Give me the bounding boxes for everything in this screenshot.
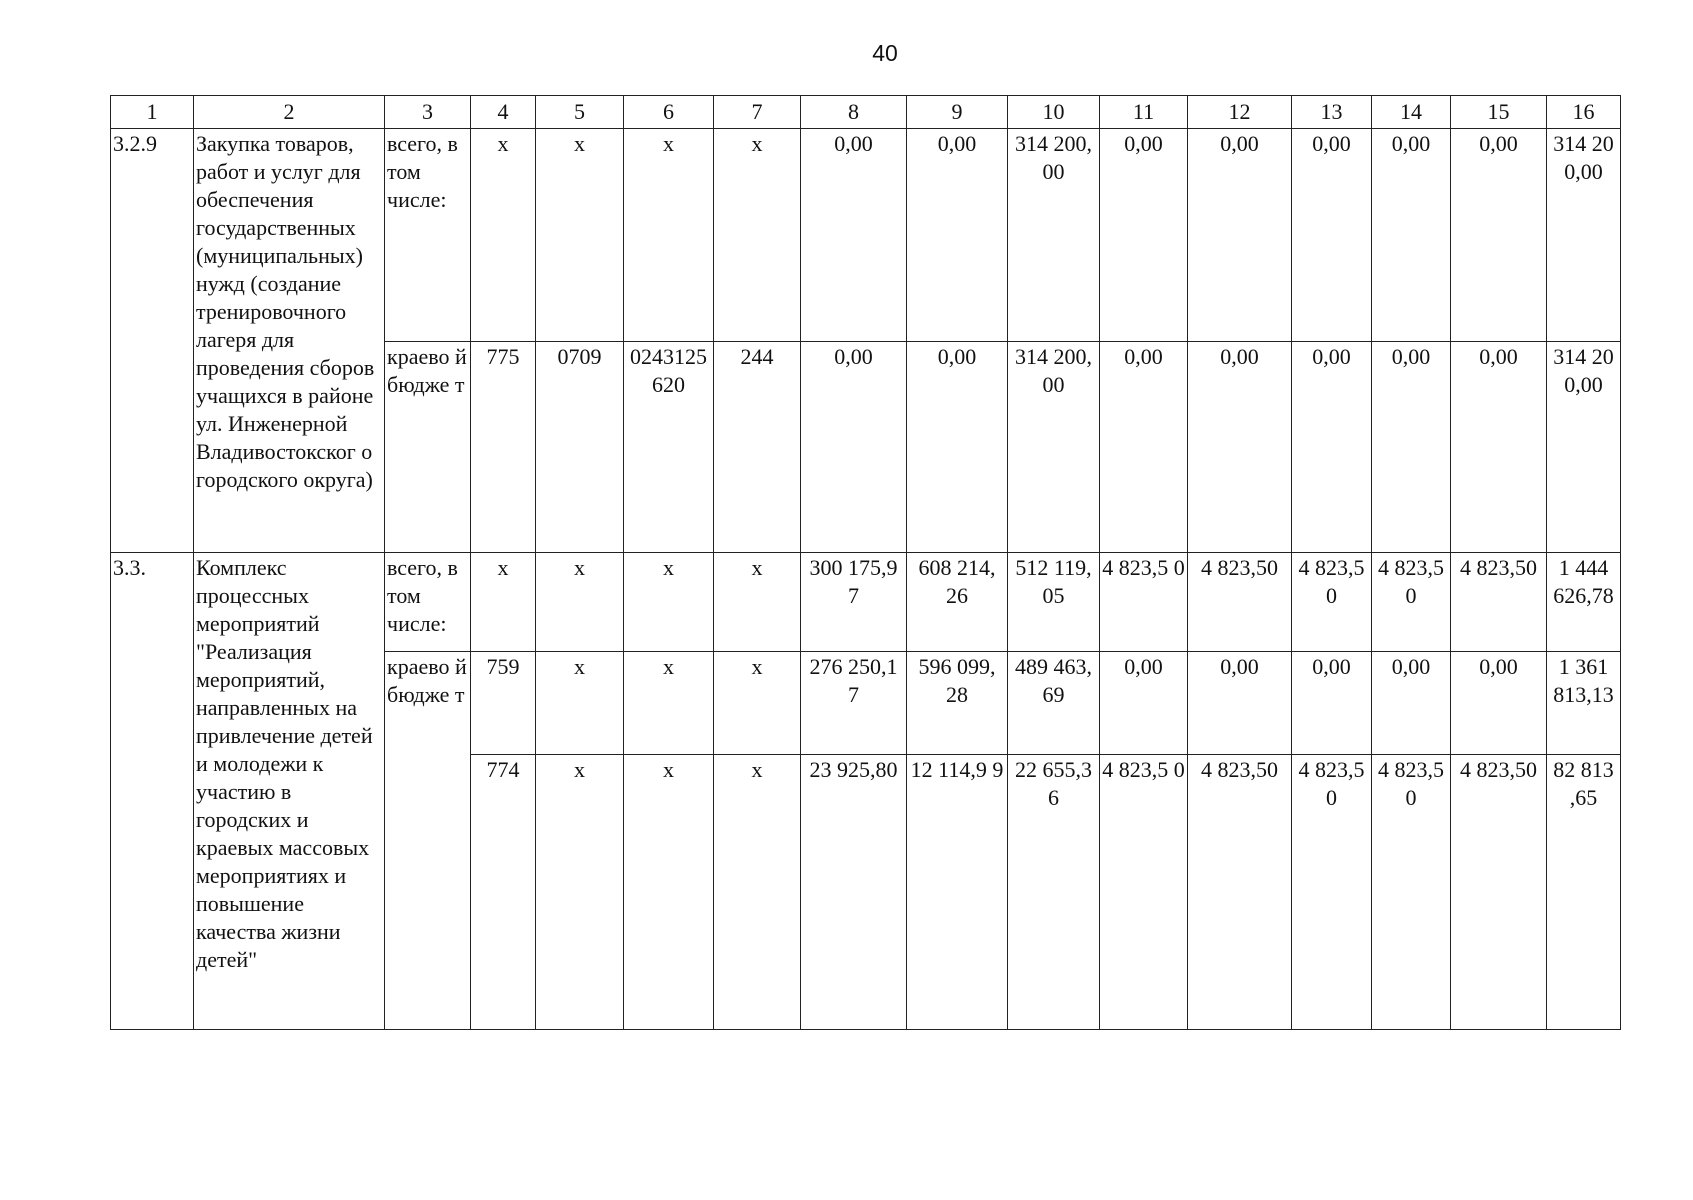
header-cell: 15 — [1451, 96, 1547, 129]
value-cell: 4 823,50 — [1188, 755, 1292, 1030]
code-cell: 759 — [471, 652, 536, 755]
value-cell: 0,00 — [907, 129, 1008, 342]
code-cell: x — [714, 755, 801, 1030]
value-cell: 0,00 — [1100, 342, 1188, 553]
value-cell: 0,00 — [1372, 342, 1451, 553]
header-cell: 6 — [624, 96, 714, 129]
code-cell: x — [471, 129, 536, 342]
row-number: 3.3. — [111, 553, 194, 1030]
code-cell: x — [624, 652, 714, 755]
value-cell: 0,00 — [1188, 342, 1292, 553]
header-cell: 2 — [194, 96, 385, 129]
value-cell: 608 214, 26 — [907, 553, 1008, 652]
value-cell: 12 114,9 9 — [907, 755, 1008, 1030]
page-number: 40 — [872, 40, 898, 66]
funding-source: краево й бюдже т — [385, 342, 471, 553]
row-number: 3.2.9 — [111, 129, 194, 553]
total-cell: 314 20 0,00 — [1547, 342, 1621, 553]
header-row — [111, 96, 1621, 129]
value-cell: 23 925,80 — [801, 755, 907, 1030]
table-row — [111, 129, 1621, 342]
value-cell: 0,00 — [1372, 129, 1451, 342]
code-cell: 0709 — [536, 342, 624, 553]
code-cell: 0243125 620 — [624, 342, 714, 553]
header-cell: 16 — [1547, 96, 1621, 129]
value-cell: 0,00 — [907, 342, 1008, 553]
value-cell: 276 250,1 7 — [801, 652, 907, 755]
funding-source: всего, в том числе: — [385, 129, 471, 342]
table-row — [111, 553, 1621, 652]
code-cell: 244 — [714, 342, 801, 553]
value-cell: 0,00 — [1292, 342, 1372, 553]
value-cell: 0,00 — [1188, 129, 1292, 342]
code-cell: x — [624, 755, 714, 1030]
value-cell: 0,00 — [1100, 129, 1188, 342]
code-cell: x — [714, 553, 801, 652]
value-cell: 0,00 — [1372, 652, 1451, 755]
header-cell: 8 — [801, 96, 907, 129]
value-cell: 0,00 — [801, 129, 907, 342]
header-cell: 14 — [1372, 96, 1451, 129]
total-cell: 314 20 0,00 — [1547, 129, 1621, 342]
value-cell: 300 175,9 7 — [801, 553, 907, 652]
value-cell: 4 823,5 0 — [1292, 755, 1372, 1030]
value-cell: 4 823,5 0 — [1292, 553, 1372, 652]
funding-source: всего, в том числе: — [385, 553, 471, 652]
header-cell: 13 — [1292, 96, 1372, 129]
code-cell: 774 — [471, 755, 536, 1030]
value-cell: 0,00 — [1451, 652, 1547, 755]
value-cell: 4 823,50 — [1451, 553, 1547, 652]
value-cell: 0,00 — [1451, 129, 1547, 342]
value-cell: 4 823,5 0 — [1100, 553, 1188, 652]
value-cell: 4 823,5 0 — [1372, 553, 1451, 652]
code-cell: x — [536, 129, 624, 342]
header-cell: 11 — [1100, 96, 1188, 129]
value-cell: 0,00 — [1188, 652, 1292, 755]
value-cell: 0,00 — [1292, 129, 1372, 342]
value-cell: 0,00 — [1292, 652, 1372, 755]
row-name: Закупка товаров, работ и услуг для обеспечения государственных (муниципальных) нужд (создание тренировочного лагеря для проведения сборов учащихся в районе ул. Инженерной Владивостокског о городского округа) — [194, 129, 385, 553]
value-cell: 489 463, 69 — [1008, 652, 1100, 755]
total-cell: 1 444 626,78 — [1547, 553, 1621, 652]
value-cell: 596 099, 28 — [907, 652, 1008, 755]
code-cell: x — [536, 755, 624, 1030]
header-cell: 10 — [1008, 96, 1100, 129]
value-cell: 0,00 — [1451, 342, 1547, 553]
budget-table — [110, 95, 1621, 1030]
code-cell: 775 — [471, 342, 536, 553]
value-cell: 512 119, 05 — [1008, 553, 1100, 652]
value-cell: 0,00 — [1100, 652, 1188, 755]
funding-source: краево й бюдже т — [385, 652, 471, 1030]
total-cell: 82 813 ,65 — [1547, 755, 1621, 1030]
header-cell: 4 — [471, 96, 536, 129]
value-cell: 4 823,5 0 — [1372, 755, 1451, 1030]
value-cell: 4 823,50 — [1188, 553, 1292, 652]
header-cell: 5 — [536, 96, 624, 129]
code-cell: x — [714, 129, 801, 342]
code-cell: x — [471, 553, 536, 652]
value-cell: 314 200, 00 — [1008, 129, 1100, 342]
header-cell: 1 — [111, 96, 194, 129]
value-cell: 0,00 — [801, 342, 907, 553]
code-cell: x — [624, 553, 714, 652]
code-cell: x — [536, 652, 624, 755]
code-cell: x — [536, 553, 624, 652]
value-cell: 22 655,3 6 — [1008, 755, 1100, 1030]
value-cell: 4 823,50 — [1451, 755, 1547, 1030]
total-cell: 1 361 813,13 — [1547, 652, 1621, 755]
value-cell: 314 200, 00 — [1008, 342, 1100, 553]
value-cell: 4 823,5 0 — [1100, 755, 1188, 1030]
header-cell: 7 — [714, 96, 801, 129]
header-cell: 3 — [385, 96, 471, 129]
code-cell: x — [714, 652, 801, 755]
code-cell: x — [624, 129, 714, 342]
row-name: Комплекс процессных мероприятий "Реализация мероприятий, направленных на привлечение детей и молодежи к участию в городских и краевых массовых мероприятиях и повышение качества жизни детей" — [194, 553, 385, 1030]
header-cell: 12 — [1188, 96, 1292, 129]
header-cell: 9 — [907, 96, 1008, 129]
